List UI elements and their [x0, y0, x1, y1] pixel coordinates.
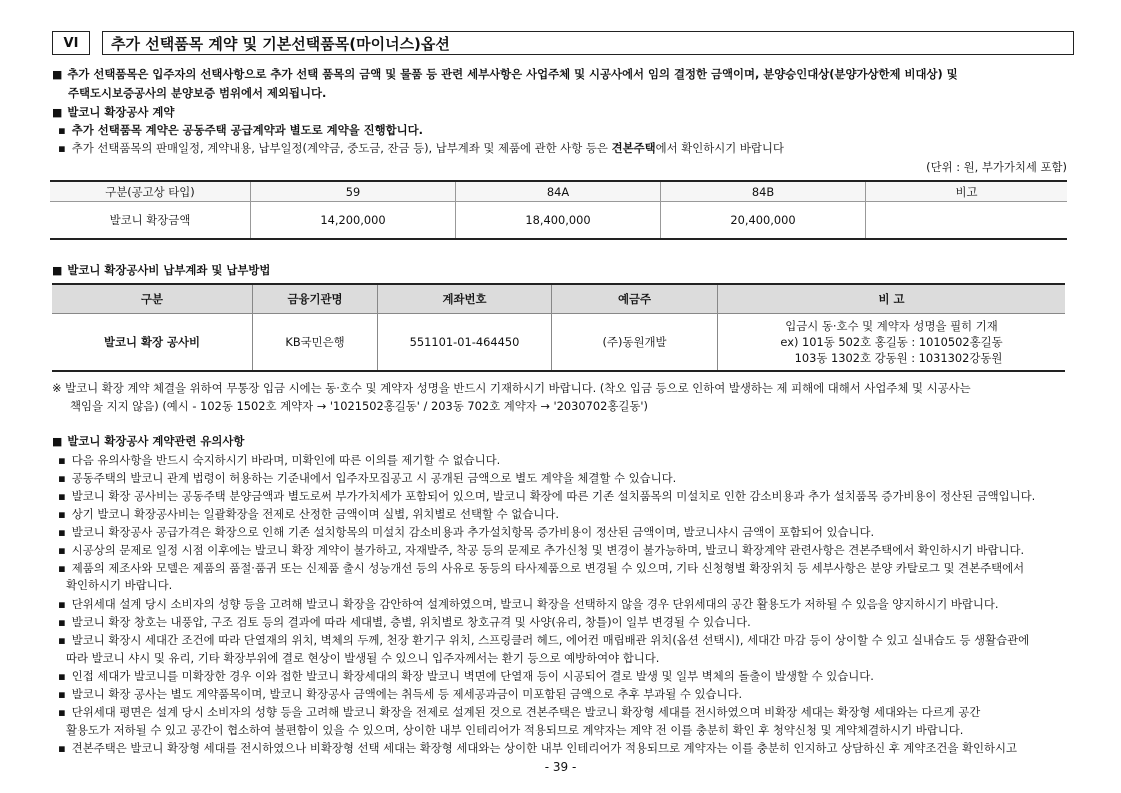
- account-note-1: ※ 발코니 확장 계약 체결을 위하여 무통장 입금 시에는 동·호수 및 계약자 성명을 반드시 기재하시기 바랍니다. (착오 입금 등으로 인하여 발생하는 제 피해에 대해서 사업주체 및 시공사는: [52, 381, 971, 395]
- precaution-item: ▪ 견본주택은 발코니 확장형 세대를 전시하였으나 비확장형 선택 세대는 확장형 세대와는 상이한 내부 인테리어가 적용되므로 계약자는 이를 충분히 인지하고 상담하신 후 계약조건을 확인하시고: [58, 740, 1017, 756]
- section-number: VI: [52, 31, 90, 55]
- account-cell-category: 발코니 확장 공사비: [52, 314, 253, 372]
- account-header-number: 계좌번호: [378, 284, 552, 314]
- account-cell-holder: (주)동원개발: [552, 314, 718, 372]
- remark-line-3: 103동 1302호 강동원 : 1031302강동원: [794, 351, 1003, 365]
- price-header-84a: 84A: [456, 181, 661, 202]
- precaution-item: ▪ 시공상의 문제로 일정 시점 이후에는 발코니 확장 계약이 불가하고, 자재발주, 착공 등의 문제로 추가신청 및 변경이 불가능하며, 발코니 확장계약 관련사항은 견본주택에서 확인하시기 바랍니다.: [58, 542, 1024, 558]
- account-cell-remark: [718, 314, 1066, 372]
- price-table-row: [50, 202, 1067, 240]
- precaution-item: ▪ 발코니 확장 공사는 별도 계약품목이며, 발코니 확장공사 금액에는 취득세 등 제세공과금이 미포함된 금액으로 추후 부과될 수 있습니다.: [58, 686, 742, 702]
- price-header-59: 59: [251, 181, 456, 202]
- account-table-header-row: [52, 284, 1065, 314]
- account-header-category: 구분: [52, 284, 253, 314]
- precaution-item: ▪ 발코니 확장시 세대간 조건에 따라 단열재의 위치, 벽체의 두께, 천장 환기구 위치, 스프링클러 헤드, 에어컨 매립배관 위치(옵션 선택시), 세대간 마감 등이 상이할 수 있고 실내습도 등 생활습관에: [58, 632, 1029, 648]
- price-table-header-row: [50, 181, 1067, 202]
- price-cell-59: 14,200,000: [251, 202, 456, 240]
- price-cell-remark: [866, 202, 1068, 240]
- intro-line-1: ■ 추가 선택품목은 입주자의 선택사항으로 추가 선택 품목의 금액 및 물품 등 관련 세부사항은 사업주체 및 시공사에서 임의 결정한 금액이며, 분양승인대상(분양가상한제 비대상) 및: [52, 66, 958, 83]
- account-header-holder: 예금주: [552, 284, 718, 314]
- bullet-2-text-pre: 추가 선택품목의 판매일정, 계약내용, 납부일정(계약금, 중도금, 잔금 등), 납부계좌 및 제품에 관한 사항 등은: [71, 141, 612, 155]
- remark-line-2: ex) 101동 502호 홍길동 : 1010502홍길동: [780, 335, 1003, 349]
- price-header-remark: 비고: [866, 181, 1068, 202]
- account-note-2: 책임을 지지 않음) (예시 - 102동 1502호 계약자 → '1021502홍길동' / 203동 702호 계약자 → '2030702홍길동'): [70, 399, 648, 413]
- precaution-item-cont: 활용도가 저하될 수 있고 공간이 협소하여 불편함이 있을 수 있으며, 상이한 내부 인테리어가 적용되므로 계약자는 계약 전 이를 충분히 확인 후 청약신청 및 계약체결하시기 바랍니다.: [66, 723, 964, 737]
- precaution-item: ▪ 단위세대 평면은 설계 당시 소비자의 성향 등을 고려해 발코니 확장을 전제로 설계된 것으로 견본주택은 발코니 확장형 세대를 전시하였으며 비확장 세대는 확장형 세대와는 다르게 공간: [58, 704, 980, 720]
- precaution-item: ▪ 상기 발코니 확장공사비는 일괄확장을 전제로 산정한 금액이며 실별, 위치별로 선택할 수 없습니다.: [58, 506, 559, 522]
- precaution-item: ▪ 다음 유의사항을 반드시 숙지하시기 바라며, 미확인에 따른 이의를 제기할 수 없습니다.: [58, 452, 500, 468]
- price-cell-84b: 20,400,000: [661, 202, 866, 240]
- precaution-item-cont: 따라 발코니 샤시 및 유리, 기타 확장부위에 결로 현상이 발생될 수 있으니 입주자께서는 환기 등으로 예방하여야 합니다.: [66, 651, 660, 665]
- price-cell-label: 발코니 확장금액: [50, 202, 251, 240]
- bullet-2-text-bold: 견본주택: [611, 141, 656, 155]
- account-cell-number: 551101-01-464450: [378, 314, 552, 372]
- precaution-item: ▪ 제품의 제조사와 모델은 제품의 품절·품귀 또는 신제품 출시 성능개선 등의 사유로 동등의 타사제품으로 변경될 수 있으며, 기타 신청형별 확장위치 등 세부사항은 분양 카탈로그 및 견본주택에서: [58, 560, 1024, 576]
- precaution-item: ▪ 인접 세대가 발코니를 미확장한 경우 이와 접한 발코니 확장세대의 확장 발코니 벽면에 단열재 등이 시공되어 결로 발생 및 일부 벽체의 돌출이 발생할 수 있습니다.: [58, 668, 874, 684]
- precaution-item: ▪ 발코니 확장 창호는 내풍압, 구조 검토 등의 결과에 따라 세대별, 층별, 위치별로 창호규격 및 사양(유리, 창틀)이 일부 변경될 수 있습니다.: [58, 614, 751, 630]
- precautions-heading: ■ 발코니 확장공사 계약관련 유의사항: [52, 433, 244, 450]
- price-cell-84a: 18,400,000: [456, 202, 661, 240]
- bullet-2-text-post: 에서 확인하시기 바랍니다: [655, 141, 784, 155]
- precaution-item: ▪ 공동주택의 발코니 관계 법령이 허용하는 기준내에서 입주자모집공고 시 공개된 금액으로 별도 계약을 체결할 수 있습니다.: [58, 470, 676, 486]
- precaution-item: ▪ 발코니 확장공사 공급가격은 확장으로 인해 기존 설치항목의 미설치 감소비용과 추가설치항목 증가비용이 정산된 금액이며, 발코니샤시 금액이 포함되어 있습니다.: [58, 524, 874, 540]
- account-table: [52, 283, 1065, 372]
- page-number: - 39 -: [544, 760, 577, 774]
- balcony-contract-bullet-2: [58, 140, 784, 156]
- account-header-bank: 금융기관명: [253, 284, 378, 314]
- precaution-item: ▪ 단위세대 설계 당시 소비자의 성향 등을 고려해 발코니 확장을 감안하여 설계하였으며, 발코니 확장을 선택하지 않을 경우 단위세대의 공간 활용도가 저하될 수 있음을 양지하시기 바랍니다.: [58, 596, 999, 612]
- unit-note: (단위 : 원, 부가가치세 포함): [926, 160, 1067, 174]
- price-header-84b: 84B: [661, 181, 866, 202]
- section-header: [52, 31, 1074, 57]
- account-table-row: [52, 314, 1065, 372]
- account-cell-bank: KB국민은행: [253, 314, 378, 372]
- account-heading: ■ 발코니 확장공사비 납부계좌 및 납부방법: [52, 262, 270, 279]
- intro-line-2: 주택도시보증공사의 분양보증 범위에서 제외됩니다.: [68, 86, 327, 100]
- account-header-remark: 비 고: [718, 284, 1066, 314]
- precaution-item-cont: 확인하시기 바랍니다.: [66, 578, 173, 592]
- section-title: 추가 선택품목 계약 및 기본선택품목(마이너스)옵션: [102, 31, 1074, 55]
- balcony-contract-heading: ■ 발코니 확장공사 계약: [52, 104, 174, 121]
- price-header-type: 구분(공고상 타입): [50, 181, 251, 202]
- precaution-item: ▪ 발코니 확장 공사비는 공동주택 분양금액과 별도로써 부가가치세가 포함되어 있으며, 발코니 확장에 따른 기존 설치품목의 미설치로 인한 감소비용과 추가 설치품목 증가비용이 정산된 금액입니다.: [58, 488, 1035, 504]
- remark-line-1: 입금시 동·호수 및 계약자 성명을 필히 기재: [785, 319, 998, 333]
- balcony-contract-bullet-1: ▪ 추가 선택품목 계약은 공동주택 공급계약과 별도로 계약을 진행합니다.: [58, 122, 423, 138]
- price-table: [50, 180, 1067, 240]
